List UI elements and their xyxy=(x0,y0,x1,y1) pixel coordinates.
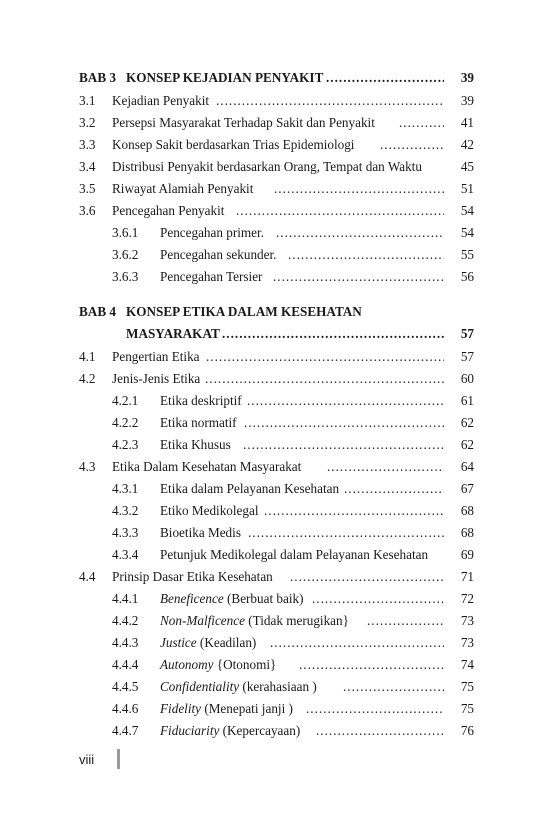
toc-entry[interactable] xyxy=(0,200,555,222)
subsection-title: Pencegahan sekunder. xyxy=(160,247,277,262)
footer-divider xyxy=(117,749,120,769)
term-italic: Confidentiality xyxy=(160,679,240,694)
section-number: 3.1 xyxy=(79,93,96,108)
toc-entry[interactable] xyxy=(0,368,555,390)
subsection-title xyxy=(160,588,304,610)
section-number: 4.2 xyxy=(79,371,96,386)
leader-dots xyxy=(216,90,444,112)
page-number: 73 xyxy=(460,613,474,628)
chapter-title: KONSEP KEJADIAN PENYAKIT xyxy=(126,70,324,85)
toc-entry[interactable] xyxy=(0,222,555,244)
leader-dots xyxy=(236,200,444,222)
leader-dots xyxy=(248,522,444,544)
toc-entry[interactable] xyxy=(0,244,555,266)
section-number: 3.3 xyxy=(79,137,96,152)
term-translation: (kerahasiaan ) xyxy=(239,679,317,694)
toc-entry[interactable] xyxy=(0,632,555,654)
section-number: 4.4 xyxy=(79,569,96,584)
leader-dots xyxy=(299,654,444,676)
leader-dots xyxy=(326,67,444,89)
term-italic: Autonomy xyxy=(160,657,214,672)
leader-dots xyxy=(270,632,444,654)
subsection-title xyxy=(160,698,293,720)
page-number: 74 xyxy=(460,657,474,672)
leader-dots xyxy=(274,178,444,200)
section-title: Kejadian Penyakit xyxy=(112,93,210,108)
toc-entry[interactable] xyxy=(0,266,555,288)
page-number: 56 xyxy=(460,269,474,284)
leader-dots xyxy=(367,610,444,632)
toc-entry[interactable] xyxy=(0,676,555,698)
leader-dots xyxy=(206,346,444,368)
section-number: 3.6 xyxy=(79,203,96,218)
section-title: Persepsi Masyarakat Terhadap Sakit dan Penyakit xyxy=(112,115,375,130)
term-translation: (Tidak merugikan} xyxy=(244,613,349,628)
leader-dots xyxy=(243,434,444,456)
subsection-title xyxy=(160,676,317,698)
subsection-number: 4.4.2 xyxy=(112,613,139,628)
term-translation: (Kepercayaan) xyxy=(219,723,301,738)
subsection-number: 3.6.2 xyxy=(112,247,139,262)
chapter-heading-bab-4[interactable] xyxy=(0,301,555,323)
section-number: 3.5 xyxy=(79,181,96,196)
subsection-title xyxy=(160,632,256,654)
term-translation: (Menepati janji ) xyxy=(201,701,293,716)
section-title: Pencegahan Penyakit xyxy=(112,203,225,218)
subsection-number: 4.2.3 xyxy=(112,437,139,452)
subsection-title xyxy=(160,654,276,676)
page-number: 73 xyxy=(460,635,474,650)
leader-dots xyxy=(399,112,444,134)
subsection-number: 4.4.7 xyxy=(112,723,139,738)
page-number: 64 xyxy=(460,459,474,474)
leader-dots xyxy=(316,720,444,742)
toc-entry[interactable] xyxy=(0,522,555,544)
subsection-number: 3.6.1 xyxy=(112,225,139,240)
page-number: 61 xyxy=(460,393,474,408)
term-italic: Fidelity xyxy=(160,701,202,716)
toc-entry[interactable] xyxy=(0,112,555,134)
toc-entry[interactable] xyxy=(0,544,555,566)
page-number: 72 xyxy=(460,591,474,606)
subsection-title: Petunjuk Medikolegal dalam Pelayanan Kesehatan xyxy=(160,547,429,562)
subsection-title: Etika normatif xyxy=(160,415,237,430)
page-number: 62 xyxy=(460,437,474,452)
page-number: 75 xyxy=(460,701,474,716)
leader-dots xyxy=(343,676,444,698)
subsection-number: 4.4.6 xyxy=(112,701,139,716)
leader-dots xyxy=(380,134,444,156)
subsection-number: 4.3.2 xyxy=(112,503,139,518)
leader-dots xyxy=(276,222,444,244)
page-number: 62 xyxy=(460,415,474,430)
term-italic: Justice xyxy=(160,635,197,650)
leader-dots xyxy=(306,698,444,720)
page-number: 67 xyxy=(460,481,474,496)
subsection-title: Pencegahan Tersier xyxy=(160,269,263,284)
chapter-title-line2: MASYARAKAT xyxy=(126,326,220,341)
subsection-number: 4.3.4 xyxy=(112,547,139,562)
leader-dots xyxy=(222,323,444,345)
page-number: 45 xyxy=(460,159,474,174)
toc-entry[interactable] xyxy=(0,720,555,742)
toc-entry[interactable] xyxy=(0,456,555,478)
term-translation: (Berbuat baik) xyxy=(223,591,304,606)
section-title: Prinsip Dasar Etika Kesehatan xyxy=(112,569,273,584)
section-title: Riwayat Alamiah Penyakit xyxy=(112,181,254,196)
page-number: 55 xyxy=(460,247,474,262)
page-number: 42 xyxy=(460,137,474,152)
leader-dots xyxy=(244,412,444,434)
subsection-number: 4.4.3 xyxy=(112,635,139,650)
leader-dots xyxy=(288,244,444,266)
term-italic: Fiduciarity xyxy=(160,723,220,738)
toc-entry[interactable] xyxy=(0,588,555,610)
term-translation: {Otonomi} xyxy=(213,657,277,672)
chapter-label: BAB 4 xyxy=(79,304,117,319)
subsection-title xyxy=(160,720,300,742)
page-number: 39 xyxy=(460,70,474,85)
page-number: 54 xyxy=(460,225,474,240)
page-number: 76 xyxy=(460,723,474,738)
term-italic: Beneficence xyxy=(160,591,224,606)
page-number: 69 xyxy=(460,547,474,562)
leader-dots xyxy=(290,566,444,588)
leader-dots xyxy=(247,390,444,412)
subsection-title: Etika Khusus xyxy=(160,437,231,452)
section-title: Distribusi Penyakit berdasarkan Orang, Tempat dan Waktu xyxy=(112,159,422,174)
page-number: 41 xyxy=(460,115,474,130)
footer-page-number: viii xyxy=(79,752,95,767)
subsection-number: 4.4.5 xyxy=(112,679,139,694)
subsection-title: Etika deskriptif xyxy=(160,393,242,408)
leader-dots xyxy=(205,368,444,390)
chapter-title-line1: KONSEP ETIKA DALAM KESEHATAN xyxy=(126,304,362,319)
page-number: 60 xyxy=(460,371,474,386)
subsection-number: 3.6.3 xyxy=(112,269,139,284)
subsection-title: Bioetika Medis xyxy=(160,525,241,540)
page-number: 68 xyxy=(460,525,474,540)
subsection-title: Pencegahan primer. xyxy=(160,225,264,240)
toc-entry[interactable] xyxy=(0,178,555,200)
section-number: 3.2 xyxy=(79,115,96,130)
section-number: 3.4 xyxy=(79,159,96,174)
leader-dots xyxy=(327,456,444,478)
leader-dots xyxy=(273,266,444,288)
page-number: 57 xyxy=(460,349,474,364)
subsection-number: 4.3.1 xyxy=(112,481,139,496)
chapter-label: BAB 3 xyxy=(79,70,117,85)
subsection-title: Etika dalam Pelayanan Kesehatan xyxy=(160,481,340,496)
toc-entry[interactable] xyxy=(0,610,555,632)
page-number: 68 xyxy=(460,503,474,518)
subsection-title xyxy=(160,610,349,632)
toc-entry[interactable] xyxy=(0,156,555,178)
chapter-heading-bab-4-cont[interactable] xyxy=(0,323,555,345)
toc-entry[interactable] xyxy=(0,412,555,434)
page-number: 57 xyxy=(460,326,474,341)
subsection-number: 4.2.2 xyxy=(112,415,139,430)
subsection-number: 4.4.4 xyxy=(112,657,139,672)
subsection-title: Etiko Medikolegal xyxy=(160,503,259,518)
toc-entry[interactable] xyxy=(0,478,555,500)
section-number: 4.1 xyxy=(79,349,96,364)
subsection-number: 4.2.1 xyxy=(112,393,139,408)
term-italic: Non-Malficence xyxy=(160,613,245,628)
page-number: 75 xyxy=(460,679,474,694)
subsection-number: 4.3.3 xyxy=(112,525,139,540)
section-title: Konsep Sakit berdasarkan Trias Epidemiologi xyxy=(112,137,355,152)
leader-dots xyxy=(312,588,444,610)
chapter-heading-bab-3[interactable] xyxy=(0,67,555,89)
page-number: 71 xyxy=(460,569,474,584)
page-number: 39 xyxy=(460,93,474,108)
toc-entry[interactable] xyxy=(0,134,555,156)
toc-entry[interactable] xyxy=(0,566,555,588)
section-title: Etika Dalam Kesehatan Masyarakat xyxy=(112,459,302,474)
toc-entry[interactable] xyxy=(0,698,555,720)
leader-dots xyxy=(344,478,444,500)
leader-dots xyxy=(264,500,444,522)
section-number: 4.3 xyxy=(79,459,96,474)
toc-entry[interactable] xyxy=(0,654,555,676)
toc-entry[interactable] xyxy=(0,390,555,412)
section-title: Pengertian Etika xyxy=(112,349,200,364)
subsection-number: 4.4.1 xyxy=(112,591,139,606)
toc-entry[interactable] xyxy=(0,346,555,368)
toc-entry[interactable] xyxy=(0,500,555,522)
toc-entry[interactable] xyxy=(0,434,555,456)
term-translation: (Keadilan) xyxy=(196,635,257,650)
page-number: 51 xyxy=(460,181,474,196)
toc-entry[interactable] xyxy=(0,90,555,112)
section-title: Jenis-Jenis Etika xyxy=(112,371,201,386)
page-number: 54 xyxy=(460,203,474,218)
